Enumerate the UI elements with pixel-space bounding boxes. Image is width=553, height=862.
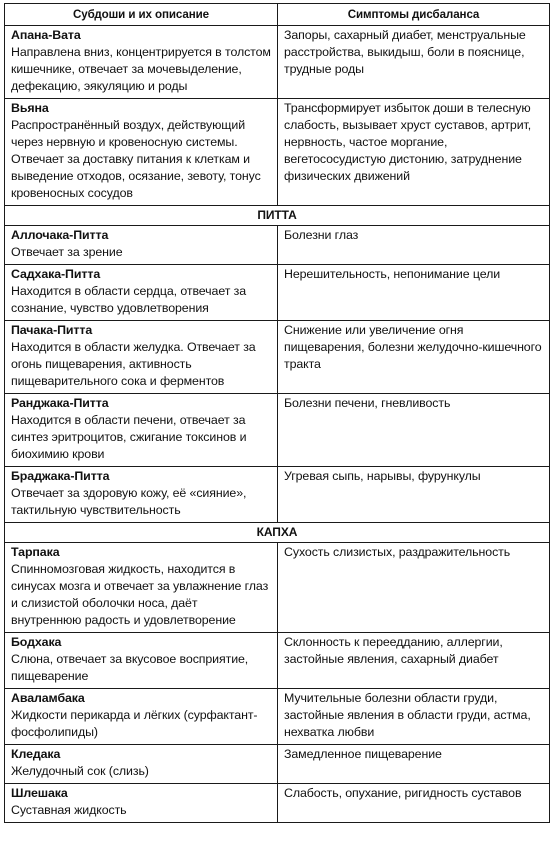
symptoms-cell: Замедленное пищеварение xyxy=(278,745,550,784)
subdosha-name: Пачака-Питта xyxy=(11,323,93,337)
subdosha-description: Находится в области желудка. Отвечает за огонь пищеварения, активность пищеварительного сока и ферментов xyxy=(11,340,256,388)
subdosha-cell xyxy=(5,394,278,467)
table-row xyxy=(5,265,550,321)
subdosha-name: Вьяна xyxy=(11,101,49,115)
section-row xyxy=(5,523,550,543)
subdosha-cell xyxy=(5,689,278,745)
subdosha-description: Находится в области сердца, отвечает за сознание, чувство удовлетворения xyxy=(11,284,246,315)
subdosha-description: Жидкости перикарда и лёгких (сурфактант-фосфолипиды) xyxy=(11,708,258,739)
symptoms-cell: Болезни глаз xyxy=(278,226,550,265)
subdosha-cell xyxy=(5,26,278,99)
symptoms-cell: Трансформирует избыток доши в телесную слабость, вызывает хруст суставов, артрит, нервность, частое моргание, вегетососудистую дистонию, затруднение физических движений xyxy=(278,99,550,206)
table-row xyxy=(5,321,550,394)
doshas-table xyxy=(4,3,550,823)
subdosha-cell xyxy=(5,99,278,206)
subdosha-name: Садхака-Питта xyxy=(11,267,101,281)
subdosha-name: Аваламбака xyxy=(11,691,85,705)
symptoms-cell: Запоры, сахарный диабет, менструальные расстройства, выкидыш, боли в пояснице, трудные роды xyxy=(278,26,550,99)
section-row xyxy=(5,206,550,226)
subdosha-name: Апана-Вата xyxy=(11,28,81,42)
table-row xyxy=(5,784,550,823)
symptoms-cell: Сухость слизистых, раздражительность xyxy=(278,543,550,633)
subdosha-cell xyxy=(5,265,278,321)
table-row xyxy=(5,467,550,523)
section-title-pitta: ПИТТА xyxy=(5,206,550,226)
table-row xyxy=(5,99,550,206)
subdosha-name: Ранджака-Питта xyxy=(11,396,109,410)
symptoms-cell: Снижение или увеличение огня пищеварения, болезни желудочно-кишечного тракта xyxy=(278,321,550,394)
table-row xyxy=(5,226,550,265)
subdosha-description: Отвечает за зрение xyxy=(11,245,123,259)
header-subdoshas: Субдоши и их описание xyxy=(5,4,278,26)
subdosha-description: Распространённый воздух, действующий через нервную и кровеносную системы. Отвечает за доставку питания к клеткам и выведение отходов, осязание, зевоту, тонус кровеносных сосудов xyxy=(11,118,261,200)
symptoms-cell: Мучительные болезни области груди, застойные явления в области груди, астма, нехватка любви xyxy=(278,689,550,745)
subdosha-cell xyxy=(5,784,278,823)
subdosha-name: Тарпака xyxy=(11,545,60,559)
table-row xyxy=(5,26,550,99)
section-title-kapha: КАПХА xyxy=(5,523,550,543)
subdosha-name: Аллочака-Питта xyxy=(11,228,109,242)
table-row xyxy=(5,633,550,689)
subdosha-name: Кледака xyxy=(11,747,61,761)
subdosha-description: Отвечает за здоровую кожу, её «сияние», тактильную чувствительность xyxy=(11,486,247,517)
subdosha-description: Желудочный сок (слизь) xyxy=(11,764,149,778)
subdosha-cell xyxy=(5,745,278,784)
table-body xyxy=(5,26,550,823)
table-header-row xyxy=(5,4,550,26)
subdosha-description: Находится в области печени, отвечает за синтез эритроцитов, сжигание токсинов и биохимию крови xyxy=(11,413,247,461)
header-symptoms: Симптомы дисбаланса xyxy=(278,4,550,26)
subdosha-name: Шлешака xyxy=(11,786,68,800)
subdosha-cell xyxy=(5,633,278,689)
table-row xyxy=(5,689,550,745)
table-row xyxy=(5,394,550,467)
subdosha-description: Направлена вниз, концентрируется в толстом кишечнике, отвечает за мочевыделение, дефекацию, эякуляцию и роды xyxy=(11,45,271,93)
subdosha-cell xyxy=(5,467,278,523)
subdosha-cell xyxy=(5,226,278,265)
symptoms-cell: Болезни печени, гневливость xyxy=(278,394,550,467)
subdosha-description: Спинномозговая жидкость, находится в синусах мозга и отвечает за увлажнение глаз и слизистой оболочки носа, даёт внутреннюю радость и удовлетворение xyxy=(11,562,269,627)
symptoms-cell: Нерешительность, непонимание цели xyxy=(278,265,550,321)
subdosha-name: Бодхака xyxy=(11,635,62,649)
subdosha-cell xyxy=(5,543,278,633)
subdosha-description: Суставная жидкость xyxy=(11,803,127,817)
table-row xyxy=(5,745,550,784)
symptoms-cell: Склонность к переедданию, аллергии, застойные явления, сахарный диабет xyxy=(278,633,550,689)
symptoms-cell: Угревая сыпь, нарывы, фурункулы xyxy=(278,467,550,523)
table-row xyxy=(5,543,550,633)
subdosha-description: Слюна, отвечает за вкусовое восприятие, пищеварение xyxy=(11,652,249,683)
subdosha-name: Браджака-Питта xyxy=(11,469,110,483)
symptoms-cell: Слабость, опухание, ригидность суставов xyxy=(278,784,550,823)
subdosha-cell xyxy=(5,321,278,394)
